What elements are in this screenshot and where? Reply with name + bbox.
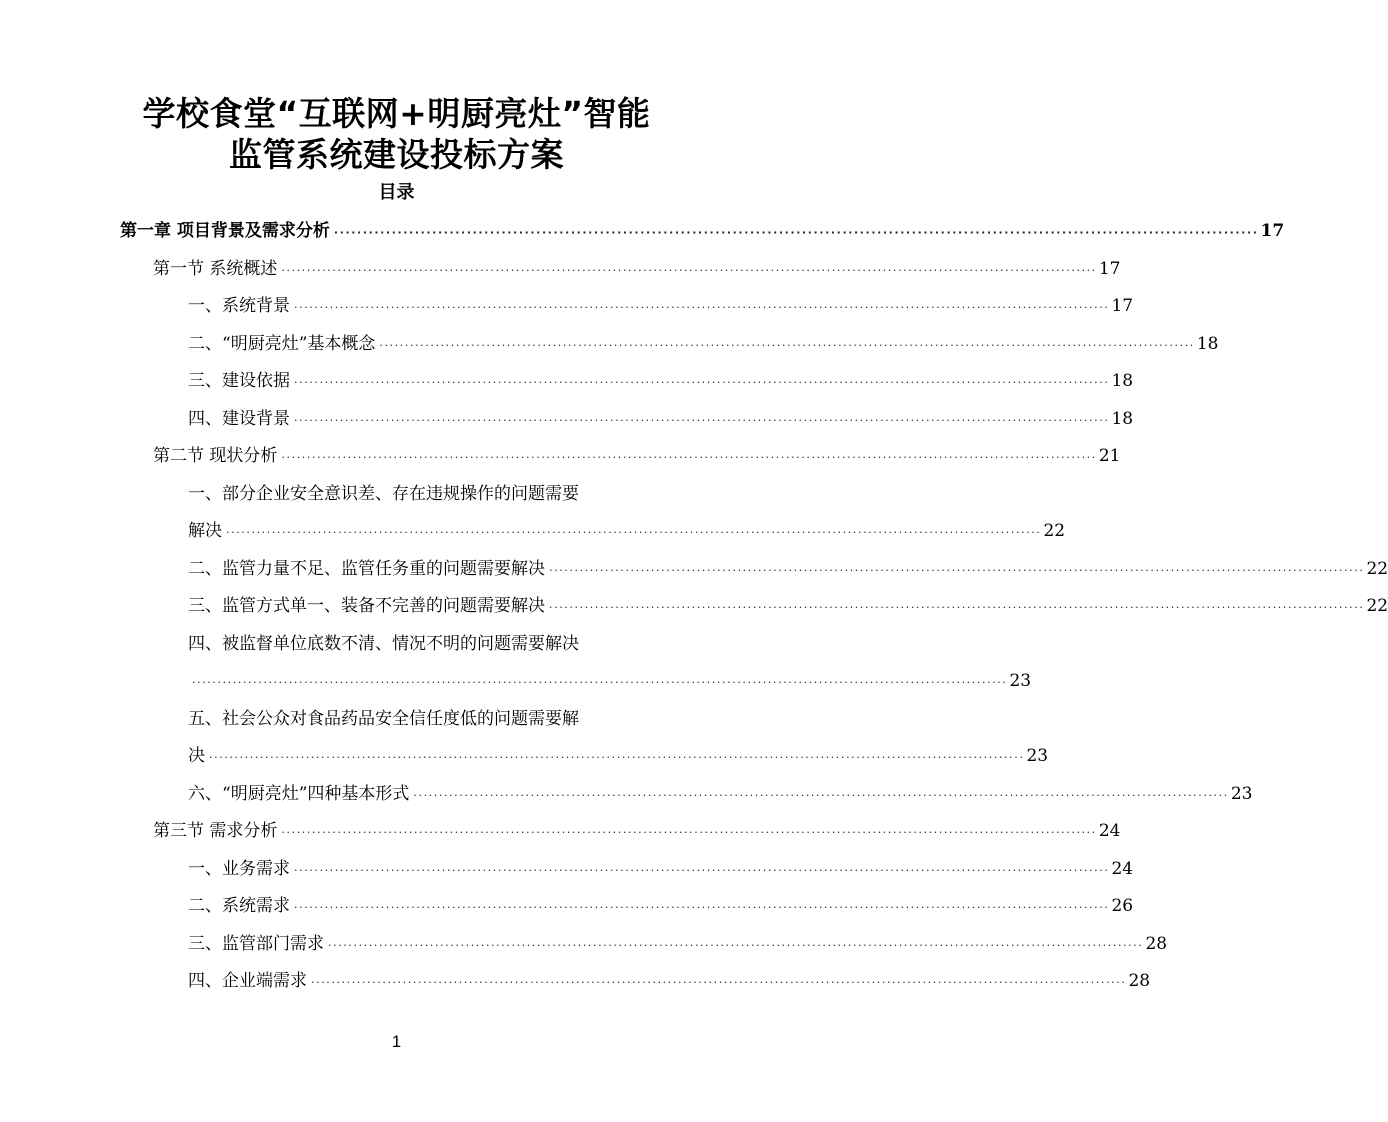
toc-entry-label: 第一章 项目背景及需求分析	[120, 221, 330, 241]
toc-entry-label: 二、系统需求	[188, 896, 290, 916]
toc-entry-label: 三、建设依据	[188, 371, 290, 391]
toc-entry[interactable]	[0, 813, 1121, 851]
toc-entry-page-number: 18	[1111, 371, 1134, 391]
toc-entry[interactable]	[0, 401, 1134, 439]
toc-leader-dots: ································································································································································	[281, 826, 1097, 839]
toc-entry[interactable]	[0, 288, 1134, 326]
toc-entry-page-number: 22	[1366, 558, 1388, 579]
toc-leader-dots: ································································································································································	[379, 338, 1195, 352]
toc-leader-dots: ································································································································································	[294, 863, 1110, 877]
toc-leader-dots: ································································································································································	[294, 413, 1110, 427]
toc-leader-dots: ································································································································································	[281, 263, 1097, 277]
toc-entry-label: 第三节 需求分析	[153, 821, 278, 841]
toc-leader-dots: ································································································································································	[294, 901, 1110, 914]
toc-entry-page-number: 17	[1260, 221, 1285, 241]
toc-entry-label: 一、系统背景	[188, 296, 290, 316]
toc-entry-label: 决	[188, 746, 205, 766]
toc-leader-dots: ································································································································································	[281, 451, 1097, 464]
toc-leader-dots: ································································································································································	[192, 676, 1008, 689]
toc-entry[interactable]	[0, 251, 1121, 289]
toc-entry-label: 解决	[188, 521, 222, 541]
toc-entry[interactable]	[0, 701, 793, 739]
toc-entry-label: 第二节 现状分析	[153, 446, 278, 466]
toc-entry-page-number: 22	[1366, 596, 1388, 616]
toc-heading: 目录	[378, 182, 415, 203]
table-of-contents	[0, 213, 1388, 1001]
toc-entry[interactable]	[0, 588, 1388, 626]
page-number: 1	[391, 1032, 402, 1051]
toc-leader-dots: ································································································································································	[209, 751, 1025, 764]
toc-entry-page-number: 28	[1145, 933, 1168, 954]
toc-entry-page-number: 21	[1098, 446, 1121, 466]
document-title-line-2: 监管系统建设投标方案	[229, 135, 564, 174]
toc-entry[interactable]	[0, 776, 1253, 814]
toc-entry-page-number: 22	[1043, 521, 1066, 541]
toc-entry[interactable]	[0, 363, 1134, 401]
toc-entry-page-number: 28	[1128, 971, 1151, 991]
toc-entry[interactable]	[0, 851, 1134, 889]
toc-entry-label: 一、业务需求	[188, 858, 290, 879]
toc-entry-label: 第一节 系统概述	[153, 258, 278, 279]
toc-entry-page-number: 24	[1098, 821, 1121, 841]
toc-leader-dots: ································································································································································	[549, 601, 1365, 614]
toc-entry[interactable]	[0, 888, 1134, 926]
toc-leader-dots: ································································································································································	[294, 376, 1110, 389]
toc-entry-label: 一、部分企业安全意识差、存在违规操作的问题需要	[188, 483, 579, 504]
toc-entry-label: 四、企业端需求	[188, 971, 307, 991]
toc-entry-page-number: 18	[1196, 333, 1219, 354]
toc-entry-label: 三、监管方式单一、装备不完善的问题需要解决	[188, 596, 545, 616]
toc-entry-page-number: 17	[1111, 296, 1134, 316]
toc-entry-page-number: 17	[1098, 258, 1121, 279]
toc-leader-dots: ································································································································································	[311, 976, 1127, 989]
toc-entry[interactable]	[0, 963, 1151, 1001]
toc-entry-label: 五、社会公众对食品药品安全信任度低的问题需要解	[188, 708, 579, 729]
toc-leader-dots: ································································································································································	[294, 301, 1110, 314]
toc-entry[interactable]	[0, 326, 1219, 364]
toc-entry[interactable]	[0, 551, 1388, 589]
toc-entry-label: 四、被监督单位底数不清、情况不明的问题需要解决	[188, 633, 579, 654]
toc-entry-page-number: 26	[1111, 896, 1134, 916]
toc-entry-page-number: 23	[1009, 671, 1032, 691]
toc-entry-page-number: 18	[1111, 408, 1134, 429]
toc-leader-dots: ································································································································································	[413, 788, 1229, 802]
toc-leader-dots: ································································································································································	[328, 938, 1144, 952]
toc-leader-dots: ································································································································································	[226, 526, 1042, 539]
toc-entry[interactable]	[0, 663, 1032, 701]
toc-leader-dots: ································································································································································	[549, 563, 1365, 577]
toc-entry[interactable]	[0, 438, 1121, 476]
toc-entry[interactable]	[0, 626, 793, 664]
toc-entry-label: 三、监管部门需求	[188, 933, 324, 954]
toc-entry-page-number: 23	[1230, 783, 1253, 804]
toc-entry-label: 二、“明厨亮灶”基本概念	[188, 333, 376, 354]
toc-entry-label: 二、监管力量不足、监管任务重的问题需要解决	[188, 558, 545, 579]
toc-entry[interactable]	[0, 738, 1049, 776]
toc-entry[interactable]	[0, 476, 793, 514]
toc-entry-page-number: 24	[1111, 858, 1134, 879]
toc-entry[interactable]	[0, 213, 1285, 251]
toc-entry[interactable]	[0, 513, 1066, 551]
toc-entry-label: 六、“明厨亮灶”四种基本形式	[188, 783, 410, 804]
toc-entry-page-number: 23	[1026, 746, 1049, 766]
toc-leader-dots: ································································································································································	[333, 226, 1259, 239]
document-title-line-1: 学校食堂“互联网+明厨亮灶”智能	[142, 94, 651, 133]
toc-entry[interactable]	[0, 926, 1168, 964]
toc-entry-label: 四、建设背景	[188, 408, 290, 429]
